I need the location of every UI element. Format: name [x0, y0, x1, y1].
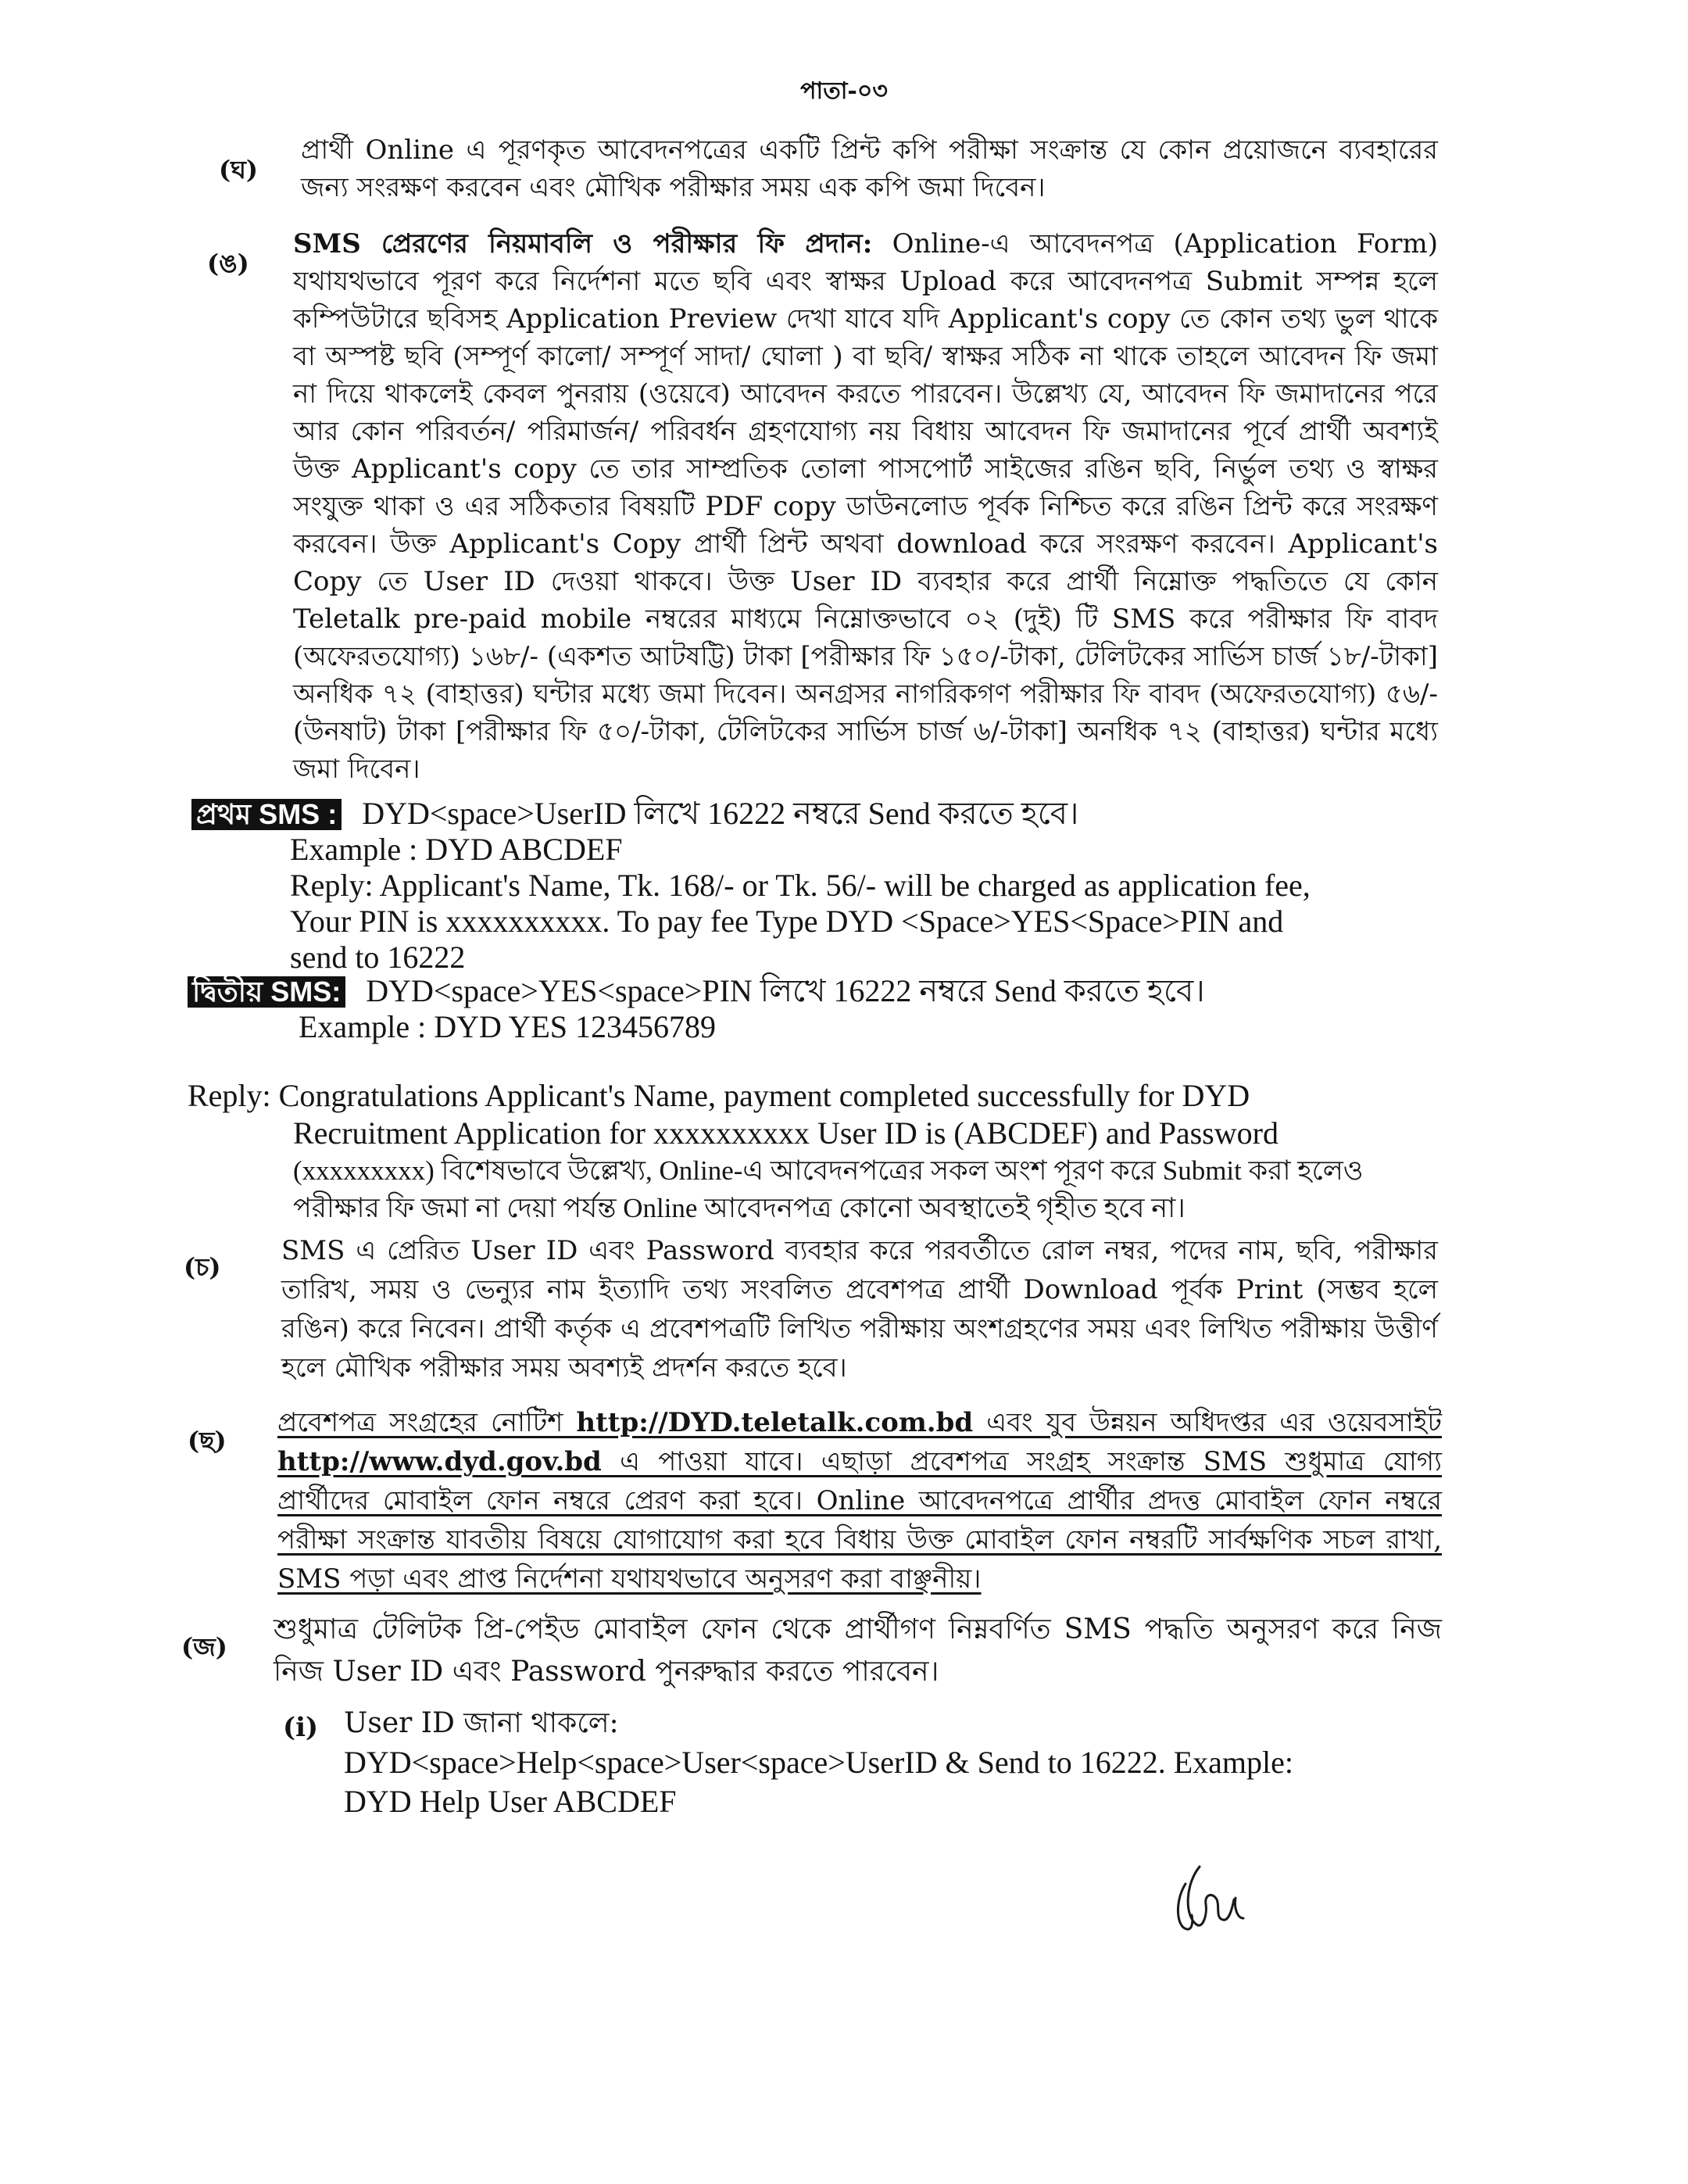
final-reply-line-1: Reply: Congratulations Applicant's Name, payment completed successfully for DYD — [188, 1078, 1250, 1113]
dyd-website-link[interactable]: http://www.dyd.gov.bd — [277, 1446, 602, 1477]
sms-first-reply-3: send to 16222 — [290, 940, 466, 975]
item-text-cha: SMS এ প্রেরিত User ID এবং Password ব্যবহার করে পরবর্তীতে রোল নম্বর, পদের নাম, ছবি, পরীক্ষার তারিখ, সময় ও ভেন্যুর নাম ইত্যাদি তথ্য সংবলিত প্রবেশপত্র প্রার্থী Download পূর্বক Print (সম্ভব হলে রঙিন) করে নিবেন। প্রার্থী কর্তৃক এ প্রবেশপত্রটি লিখিত পরীক্ষায় অংশগ্রহণের সময় এবং লিখিত পরীক্ষায় উত্তীর্ণ হলে মৌখিক পরীক্ষার সময় অবশ্যই প্রদর্শন করতে হবে। — [281, 1235, 1438, 1384]
item-chha-part-1: প্রবেশপত্র সংগ্রহের নোটিশ — [277, 1407, 577, 1438]
item-chha-part-3: এ পাওয়া যাবে। এছাড়া প্রবেশপত্র সংগ্রহ সংক্রান্ত SMS শুধুমাত্র যোগ্য প্রার্থীদের মোবাইল ফোন নম্বরে প্রেরণ করা হবে। Online আবেদনপত্রে প্রার্থীর প্রদত্ত মোবাইল ফোন নম্বরে পরীক্ষা সংক্রান্ত যাবতীয় বিষয়ে যোগাযোগ করা হবে বিধায় উক্ত মোবাইল ফোন নম্বরটি সার্বক্ষণিক সচল রাখা, SMS পড়া এবং প্রাপ্ত নির্দেশনা যথাযথভাবে অনুসরণ করা বাঞ্ছনীয়। — [277, 1446, 1442, 1595]
final-reply-line-4: পরীক্ষার ফি জমা না দেয়া পর্যন্ত Online আবেদনপত্র কোনো অবস্থাতেই গৃহীত হবে না। — [293, 1193, 1186, 1223]
page-number: পাতা-০৩ — [800, 77, 888, 105]
sub-item-i-block — [344, 1704, 1442, 1821]
sms-first-tag: প্রথম SMS : — [191, 799, 342, 830]
item-text-umo — [293, 225, 1438, 788]
sms-second-tag: দ্বিতীয় SMS: — [188, 976, 345, 1008]
final-reply-block — [188, 1077, 1438, 1227]
sms-second-block — [188, 973, 1438, 1045]
item-text-gha: প্রার্থী Online এ পূরণকৃত আবেদনপত্রের একটি প্রিন্ট কপি পরীক্ষা সংক্রান্ত যে কোন প্রয়োজনে ব্যবহারের জন্য সংরক্ষণ করবেন এবং মৌখিক পরীক্ষার সময় এক কপি জমা দিবেন। — [301, 134, 1438, 203]
final-reply-line-3: (xxxxxxxxx) বিশেষভাবে উল্লেখ্য, Online-এ আবেদনপত্রের সকল অংশ পূরণ করে Submit করা হলেও — [293, 1155, 1364, 1186]
teletalk-link[interactable]: http://DYD.teletalk.com.bd — [576, 1407, 974, 1438]
sms-first-example: Example : DYD ABCDEF — [290, 832, 623, 867]
sms-first-instruction: DYD<space>UserID লিখে 16222 নম্বরে Send করতে হবে। — [362, 796, 1079, 831]
sub-item-i-heading: User ID জানা থাকলে: — [344, 1707, 619, 1739]
sms-first-instruction-line — [191, 796, 1442, 832]
sms-first-reply-1: Reply: Applicant's Name, Tk. 168/- or Tk. 56/- will be charged as application fee, — [290, 868, 1311, 903]
sms-first-reply-2: Your PIN is xxxxxxxxxx. To pay fee Type DYD <Space>YES<Space>PIN and — [290, 904, 1284, 939]
sms-first-block — [191, 796, 1442, 976]
item-label-cha: (চ) — [184, 1252, 221, 1282]
item-label-umo: (ঙ) — [207, 249, 249, 278]
item-text-ja: শুধুমাত্র টেলিটক প্রি-পেইড মোবাইল ফোন থেকে প্রার্থীগণ নিম্নবর্ণিত SMS পদ্ধতি অনুসরণ করে নিজ নিজ User ID এবং Password পুনরুদ্ধার করতে পারবেন। — [274, 1613, 1442, 1688]
sub-item-i-line-1: DYD<space>Help<space>User<space>UserID & Send to 16222. Example: — [344, 1745, 1294, 1780]
item-text-chha — [277, 1403, 1442, 1599]
item-label-chha: (ছ) — [188, 1426, 227, 1455]
sms-second-instruction: DYD<space>YES<space>PIN লিখে 16222 নম্বরে Send করতে হবে। — [366, 973, 1205, 1008]
signature-mark — [1168, 1853, 1262, 1939]
item-label-ja: (জ) — [181, 1632, 227, 1662]
item-chha-part-2: এবং যুব উন্নয়ন অধিদপ্তর এর ওয়েবসাইট — [973, 1407, 1443, 1438]
sms-second-example: Example : DYD YES 123456789 — [299, 1009, 717, 1044]
sub-item-label-i: (i) — [283, 1712, 319, 1743]
final-reply-line-2: Recruitment Application for xxxxxxxxxx User ID is (ABCDEF) and Password — [293, 1115, 1279, 1151]
item-body-umo: Online-এ আবেদনপত্র (Application Form) যথাযথভাবে পূরণ করে নির্দেশনা মতে ছবি এবং স্বাক্ষর Upload করে আবেদনপত্র Submit সম্পন্ন হলে কম্পিউটারে ছবিসহ Application Preview দেখা যাবে যদি Applicant's copy তে কোন তথ্য ভুল থাকে বা অস্পষ্ট ছবি (সম্পূর্ণ কালো/ সম্পূর্ণ সাদা/ ঘোলা ) বা ছবি/ স্বাক্ষর সঠিক না থাকে তাহলে আবেদন ফি জমা না দিয়ে থাকলেই কেবল পুনরায় (ওয়েবে) আবেদন করতে পারবেন। উল্লেখ্য যে, আবেদন ফি জমাদানের পরে আর কোন পরিবর্তন/ পরিমার্জন/ পরিবর্ধন গ্রহণযোগ্য নয় বিধায় আবেদন ফি জমাদানের পূর্বে প্রার্থী অবশ্যই উক্ত Applicant's copy তে তার সাম্প্রতিক তোলা পাসপোর্ট সাইজের রঙিন ছবি, নির্ভুল তথ্য ও স্বাক্ষর সংযুক্ত থাকা ও এর সঠিকতার বিষয়টি PDF copy ডাউনলোড পূর্বক নিশ্চিত করে রঙিন প্রিন্ট করে সংরক্ষণ করবেন। উক্ত Applicant's Copy প্রার্থী প্রিন্ট অথবা download করে সংরক্ষণ করবেন। Applicant's Copy তে User ID দেওয়া থাকবে। উক্ত User ID ব্যবহার করে প্রার্থী নিম্নোক্ত পদ্ধতিতে যে কোন Teletalk pre-paid mobile নম্বরের মাধ্যমে নিম্নোক্তভাবে ০২ (দুই) টি SMS করে পরীক্ষার ফি বাবদ (অফেরতযোগ্য) ১৬৮/- (একশত আটষট্টি) টাকা [পরীক্ষার ফি ১৫০/-টাকা, টেলিটকের সার্ভিস চার্জ ১৮/-টাকা] অনধিক ৭২ (বাহাত্তর) ঘন্টার মধ্যে জমা দিবেন। অনগ্রসর নাগরিকগণ পরীক্ষার ফি বাবদ (অফেরতযোগ্য) ৫৬/- (উনষাট) টাকা [পরীক্ষার ফি ৫০/-টাকা, টেলিটকের সার্ভিস চার্জ ৬/-টাকা] অনধিক ৭২ (বাহাত্তর) ঘন্টার মধ্যে জমা দিবেন। — [293, 228, 1439, 785]
sub-item-i-line-2: DYD Help User ABCDEF — [344, 1784, 677, 1819]
sms-second-instruction-line — [188, 973, 1438, 1009]
item-label-gha: (ঘ) — [219, 155, 259, 184]
item-lead-umo: SMS প্রেরণের নিয়মাবলি ও পরীক্ষার ফি প্রদান: — [293, 228, 873, 260]
